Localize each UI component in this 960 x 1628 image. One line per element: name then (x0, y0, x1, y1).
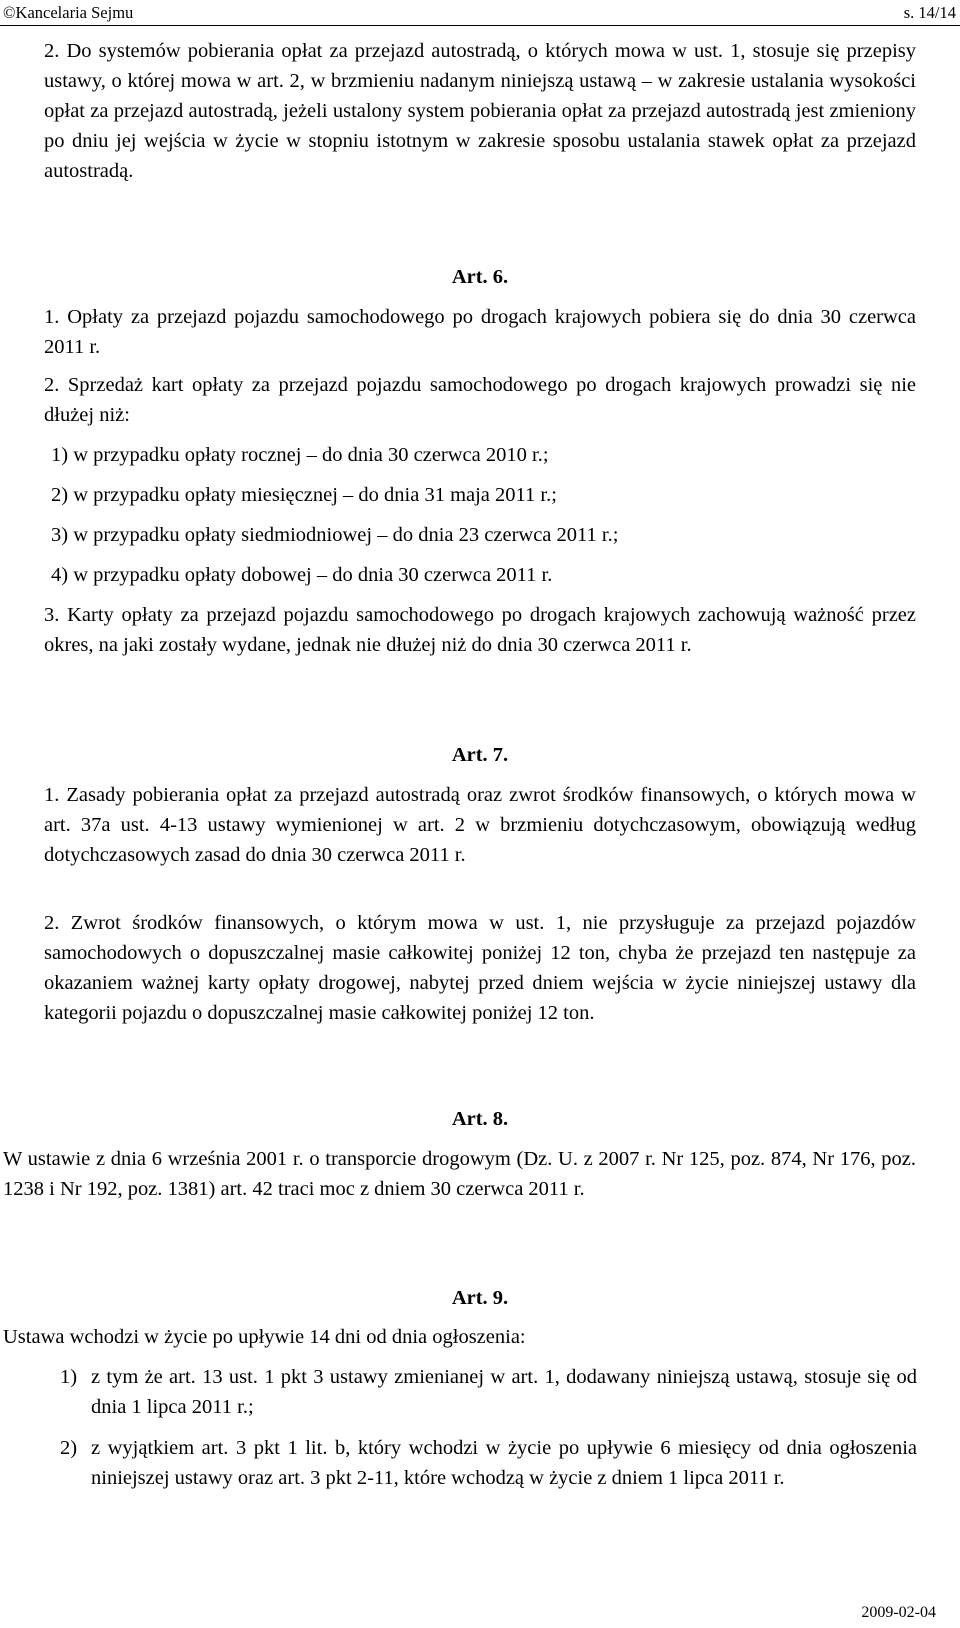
art9-text (3, 1322, 916, 1352)
art6-list-item-2: 2) w przypadku opłaty miesięcznej – do dnia 31 maja 2011 r.; (51, 484, 557, 506)
art6-heading: Art. 6. (451, 266, 509, 288)
paragraph-text: 1. Zasady pobierania opłat za przejazd autostradą oraz zwrot środków finansowych, o których mowa w art. 37a ust. 4-13 ustawy wymienionej w art. 2 w brzmieniu dotychczasowym, obowiązują według dotychczasowych zasad do dnia 30 czerwca 2011 r. (44, 784, 916, 866)
art7-paragraph-1 (44, 780, 916, 870)
paragraph-text: 2. Zwrot środków finansowych, o którym mowa w ust. 1, nie przysługuje za przejazd pojazdów samochodowych o dopuszczalnej masie całkowitej poniżej 12 ton, chyba że przejazd ten następuje za okazaniem ważnej karty opłaty drogowej, nabytej przed dniem wejścia w życie niniejszej ustawy dla kategorii pojazdu o dopuszczalnej masie całkowitej poniżej 12 ton. (44, 912, 916, 1024)
paragraph-text: 2. Do systemów pobierania opłat za przejazd autostradą, o których mowa w ust. 1, stosuje się przepisy ustawy, o której mowa w art. 2, w brzmieniu nadanym niniejszą ustawą – w zakresie ustalania wysokości opłat za przejazd autostradą, jeżeli ustalony system pobierania opłat za przejazd autostradą jest zmieniony po dniu jej wejścia w życie w stopniu istotnym w zakresie sposobu ustalania stawek opłat za przejazd autostradą. (44, 40, 916, 182)
art6-paragraph-1 (44, 302, 916, 362)
art9-heading: Art. 9. (451, 1287, 509, 1309)
art6-paragraph-3 (44, 600, 916, 660)
paragraph-text: 3. Karty opłaty za przejazd pojazdu samochodowego po drogach krajowych zachowują ważność przez okres, na jaki zostały wydane, jednak nie dłużej niż do dnia 30 czerwca 2011 r. (44, 604, 916, 656)
paragraph-text: Ustawa wchodzi w życie po upływie 14 dni od dnia ogłoszenia: (3, 1326, 526, 1348)
list-text: z wyjątkiem art. 3 pkt 1 lit. b, który wchodzi w życie po upływie 6 miesięcy od dnia ogłoszenia niniejszej ustawy oraz art. 3 pkt 2-11, które wchodzą w życie z dniem 1 lipca 2011 r. (91, 1437, 917, 1489)
list-number: 2) (60, 1437, 78, 1459)
art9-list-item-1 (60, 1362, 917, 1422)
art8-text (3, 1144, 916, 1204)
publisher-label: ©Kancelaria Sejmu (3, 3, 134, 22)
art9-list-item-2 (60, 1433, 917, 1493)
paragraph-text: 1. Opłaty za przejazd pojazdu samochodowego po drogach krajowych pobiera się do dnia 30 czerwca 2011 r. (44, 306, 916, 358)
art6-list-item-4: 4) w przypadku opłaty dobowej – do dnia 30 czerwca 2011 r. (51, 564, 553, 586)
paragraph-text: W ustawie z dnia 6 września 2001 r. o transporcie drogowym (Dz. U. z 2007 r. Nr 125, poz. 874, Nr 176, poz. 1238 i Nr 192, poz. 1381) art. 42 traci moc z dniem 30 czerwca 2011 r. (3, 1148, 916, 1200)
art6-list-item-1: 1) w przypadku opłaty rocznej – do dnia 30 czerwca 2010 r.; (51, 444, 549, 466)
art7-heading: Art. 7. (451, 744, 509, 766)
list-text: z tym że art. 13 ust. 1 pkt 3 ustawy zmienianej w art. 1, dodawany niniejszą ustawą, stosuje się od dnia 1 lipca 2011 r.; (91, 1366, 917, 1418)
art6-list-item-3: 3) w przypadku opłaty siedmiodniowej – do dnia 23 czerwca 2011 r.; (51, 524, 619, 546)
footer-date: 2009-02-04 (861, 1604, 936, 1621)
list-number: 1) (60, 1366, 78, 1388)
art7-paragraph-2 (44, 908, 916, 1028)
header-rule (0, 25, 960, 26)
paragraph-text: 2. Sprzedaż kart opłaty za przejazd pojazdu samochodowego po drogach krajowych prowadzi się nie dłużej niż: (44, 374, 916, 426)
art5-paragraph-2 (44, 36, 916, 186)
art8-heading: Art. 8. (451, 1108, 509, 1130)
page-header (0, 0, 960, 26)
art6-paragraph-2 (44, 370, 916, 430)
page-number: s. 14/14 (903, 3, 956, 22)
